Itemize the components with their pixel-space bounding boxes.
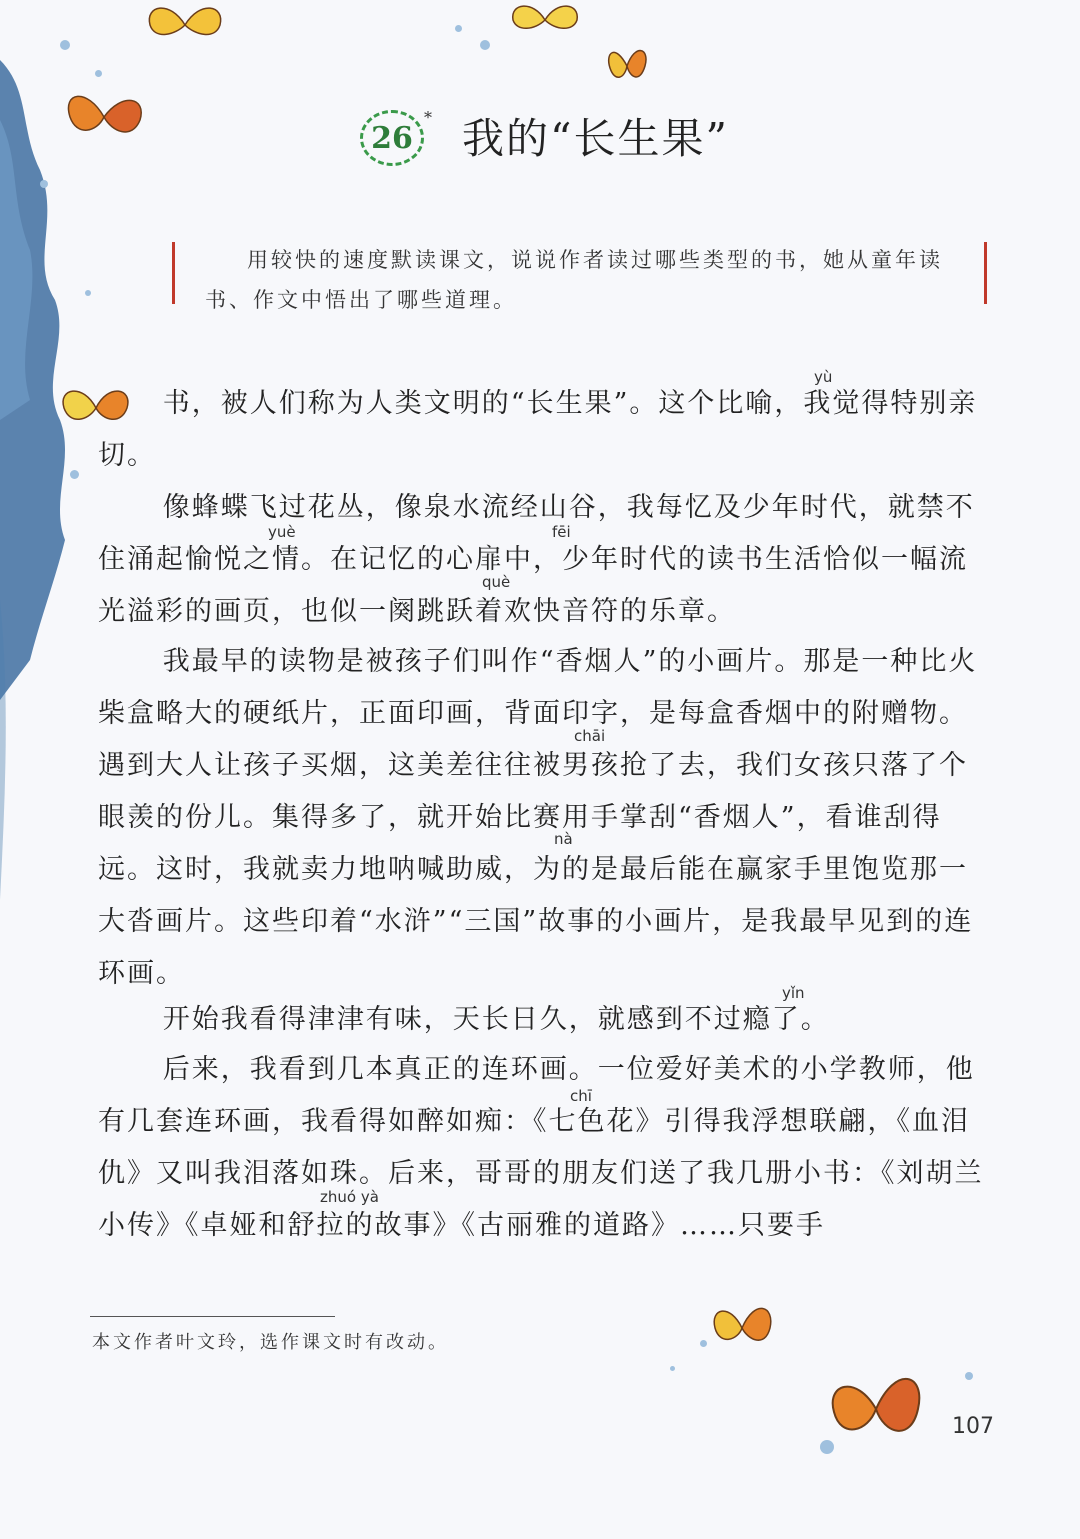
pinyin-annotation: yǐn (782, 984, 805, 1002)
lesson-number-badge: 26 (360, 110, 424, 166)
paragraph-4: 开始我看得津津有味，天长日久，就感到不过瘾了。 (162, 1004, 830, 1035)
reading-guide: 用较快的速度默读课文，说说作者读过哪些类型的书，她从童年读书、作文中悟出了哪些道理。 (205, 248, 943, 312)
pinyin-annotation: chī (570, 1087, 592, 1105)
pinyin-annotation: yuè (268, 523, 296, 541)
optional-lesson-marker: * (424, 108, 432, 127)
pinyin-annotation: nà (554, 830, 573, 848)
paragraph-5: 后来，我看到几本真正的连环画。一位爱好美术的小学教师，他有几套连环画，我看得如醉如痴：《七色花》引得我浮想联翩，《血泪仇》又叫我泪落如珠。后来，哥哥的朋友们送了我几册小书：《刘胡兰小传》《卓娅和舒拉的故事》《古丽雅的道路》……只要手 (98, 1054, 984, 1241)
footnote-divider (90, 1316, 335, 1317)
guide-left-bracket (172, 242, 175, 304)
butterfly-icon (140, 0, 230, 50)
paragraph-3: 我最早的读物是被孩子们叫作“香烟人”的小画片。那是一种比火柴盒略大的硬纸片，正面印画，背面印字，是每盒香烟中的附赠物。遇到大人让孩子买烟，这美差往往被男孩抢了去，我们女孩只落了个眼羡的份儿。集得多了，就开始比赛用手掌刮“香烟人”，看谁刮得远。这时，我就卖力地呐喊助威，为的是最后能在赢家手里饱览那一大沓画片。这些印着“水浒”“三国”故事的小画片，是我最早见到的连环画。 (98, 646, 978, 989)
butterfly-icon (710, 1298, 775, 1358)
pinyin-annotation: zhuó yà (320, 1188, 379, 1206)
watercolor-border (0, 0, 110, 1539)
butterfly-icon (62, 82, 147, 152)
pinyin-annotation: yù (814, 368, 833, 386)
footnote: 本文作者叶文玲，选作课文时有改动。 (92, 1332, 449, 1353)
page-number: 107 (952, 1414, 994, 1439)
guide-right-bracket (984, 242, 987, 304)
butterfly-icon (605, 38, 650, 93)
pinyin-annotation: què (482, 573, 511, 591)
paragraph-2: 像蜂蝶飞过花丛，像泉水流经山谷，我每忆及少年时代，就禁不住涌起愉悦之情。在记忆的心扉中，少年时代的读书生活恰似一幅流光溢彩的画页，也似一阕跳跃着欢快音符的乐章。 (98, 492, 975, 627)
pinyin-annotation: fēi (552, 523, 571, 541)
butterfly-icon (505, 0, 585, 40)
pinyin-annotation: chāi (574, 727, 606, 745)
butterfly-icon (826, 1364, 926, 1454)
paragraph-1: 书，被人们称为人类文明的“长生果”。这个比喻，我觉得特别亲切。 (98, 388, 978, 471)
page-title: 我的“长生果” (462, 114, 729, 163)
